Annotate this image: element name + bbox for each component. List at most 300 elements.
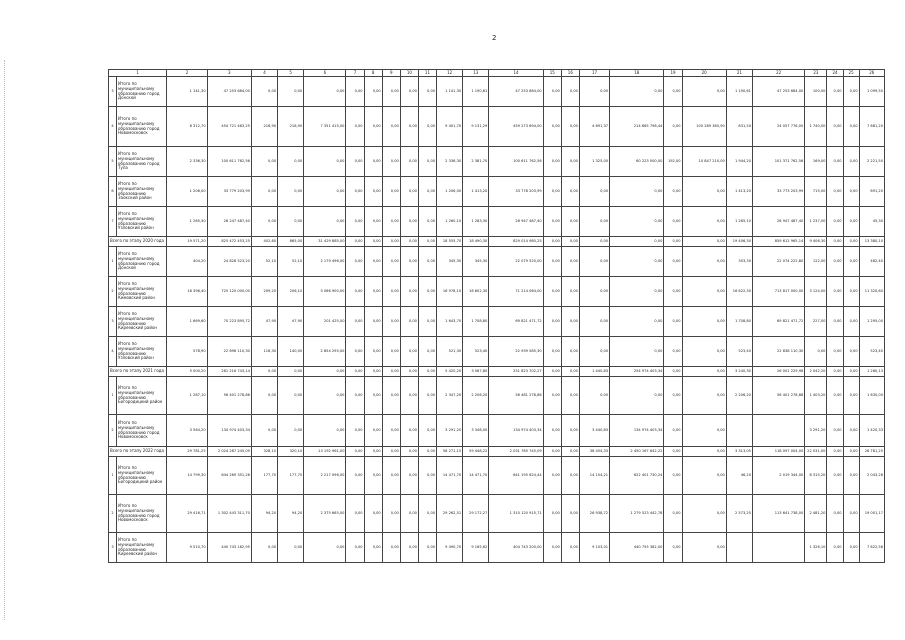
table-cell: 0,00 [418, 177, 436, 207]
table-cell: 0,00 [364, 207, 382, 237]
table-cell: 1 295,00 [859, 307, 884, 337]
table-cell: 0,00 [382, 367, 400, 377]
column-number: 1 [109, 70, 167, 77]
column-number: 2 [167, 70, 207, 77]
table-cell: 46,20 [726, 457, 752, 495]
table-cell: 0,00 [843, 495, 859, 533]
row-number: 4 [109, 107, 117, 147]
table-cell: 100 611 762,56 [489, 147, 543, 177]
table-cell: 29 416,71 [167, 495, 207, 533]
table-cell: 5 420,20 [437, 367, 463, 377]
table-cell: 0,00 [278, 415, 304, 447]
table-header-row [109, 70, 885, 77]
table-cell: 1 669,60 [167, 307, 207, 337]
table-cell: 177,70 [278, 457, 304, 495]
table-cell: 13 380,10 [859, 237, 884, 247]
column-number: 23 [805, 70, 827, 77]
table-cell: 0,00 [664, 277, 682, 307]
table-cell: 0,00 [543, 495, 561, 533]
table-cell: 33 778 203,99 [489, 177, 543, 207]
table-cell: 0,00 [561, 247, 579, 277]
row-number: 2 [109, 495, 117, 533]
table-cell: 28 947 487,40 [489, 207, 543, 237]
table-row [109, 337, 885, 367]
table-cell: 0,00 [346, 337, 364, 367]
table-cell: 0,00 [561, 177, 579, 207]
table-cell: 0,00 [251, 177, 277, 207]
table-row [109, 177, 885, 207]
table-cell: 7 351 415,00 [304, 107, 346, 147]
table-cell: 454 721 463,25 [207, 107, 251, 147]
table-cell: 0,00 [364, 77, 382, 107]
table-cell: 47 253 684,00 [207, 77, 251, 107]
table-cell: 0,00 [278, 207, 304, 237]
table-cell: 0,00 [579, 177, 609, 207]
table-cell: 3 564,20 [167, 415, 207, 447]
table-cell: 0,00 [610, 377, 664, 415]
table-cell: 71 214 064,00 [489, 277, 543, 307]
table-cell: 0,00 [843, 207, 859, 237]
municipality-name: Итого по муниципальному образованию Кимовский район [117, 277, 167, 307]
table-cell: 0,00 [346, 277, 364, 307]
table-cell: 353,30 [726, 247, 752, 277]
table-cell: 0,00 [382, 337, 400, 367]
table-cell: 2 217 096,00 [304, 457, 346, 495]
table-cell: 56 401 278,86 [752, 377, 804, 415]
table-cell: 865,00 [278, 237, 304, 247]
table-cell: 0,00 [827, 277, 843, 307]
column-number: 5 [278, 70, 304, 77]
table-row [109, 533, 885, 563]
table-cell: 0,00 [382, 307, 400, 337]
table-cell: 0,00 [543, 237, 561, 247]
table-cell: 0,00 [251, 377, 277, 415]
table-cell: 0,00 [579, 377, 609, 415]
table-cell: 0,00 [561, 337, 579, 367]
table-cell: 0,00 [664, 367, 682, 377]
table-cell: 0,00 [364, 447, 382, 457]
table-cell: 0,00 [543, 147, 561, 177]
table-cell: 0,00 [664, 107, 682, 147]
table-cell: 0,00 [843, 415, 859, 447]
table-cell: 47,90 [278, 307, 304, 337]
table-cell: 7 681,20 [859, 107, 884, 147]
table-cell: 715,00 [805, 177, 827, 207]
table-cell: 16 602,30 [463, 277, 489, 307]
table-cell: 11 320,60 [859, 277, 884, 307]
table-cell: 0,00 [418, 277, 436, 307]
column-number: 10 [400, 70, 418, 77]
column-number: 6 [304, 70, 346, 77]
table-cell: 29 781,25 [167, 447, 207, 457]
table-cell: 201 425,00 [304, 307, 346, 337]
table-cell: 0,00 [382, 415, 400, 447]
table-cell: 2 024 287 245,09 [207, 447, 251, 457]
table-cell: 0,00 [664, 377, 682, 415]
table-cell: 0,00 [278, 367, 304, 377]
table-cell: 45,30 [859, 207, 884, 237]
table-row [109, 147, 885, 177]
table-cell: 0,00 [400, 247, 418, 277]
table-cell: 1 287,10 [167, 377, 207, 415]
municipality-name: Итого по муниципальному образованию город Новомосковск [117, 107, 167, 147]
table-cell: 4 691,37 [579, 107, 609, 147]
table-cell: 3 587,80 [463, 367, 489, 377]
table-cell: 100,00 [805, 77, 827, 107]
row-number: 1 [109, 457, 117, 495]
table-cell: 523,40 [463, 337, 489, 367]
table-cell: 0,00 [610, 77, 664, 107]
table-cell: 0,00 [382, 495, 400, 533]
table-cell: 0,00 [664, 237, 682, 247]
table-cell: 1 279 523 442,78 [610, 495, 664, 533]
table-cell: 22 074 222,80 [752, 247, 804, 277]
table-cell: 9 510,70 [167, 533, 207, 563]
table-cell: 16 396,40 [167, 277, 207, 307]
table-cell: 2 347,20 [437, 377, 463, 415]
table-cell: 1 237,00 [805, 207, 827, 237]
table-cell: 0,00 [418, 457, 436, 495]
table-cell: 0,00 [304, 207, 346, 237]
table-cell: 209,20 [251, 277, 277, 307]
table-cell: 0,00 [400, 277, 418, 307]
table-cell: 19 406,30 [726, 237, 752, 247]
table-cell: 18 555,70 [437, 237, 463, 247]
municipality-name: Итого по муниципальному образованию город Новомосковск [117, 495, 167, 533]
column-number: 18 [610, 70, 664, 77]
table-cell: 0,00 [827, 307, 843, 337]
table-cell: 0,00 [682, 207, 726, 237]
column-number: 3 [207, 70, 251, 77]
table-cell: 0,00 [664, 533, 682, 563]
table-cell: 0,00 [382, 237, 400, 247]
table-cell: 33 773 203,99 [752, 177, 804, 207]
column-number: 26 [859, 70, 884, 77]
table-cell: 0,00 [682, 247, 726, 277]
table-cell: 0,00 [682, 337, 726, 367]
table-cell: 1 740,00 [805, 107, 827, 147]
table-cell: 0,00 [346, 247, 364, 277]
table-cell: 0,00 [843, 177, 859, 207]
table-cell: 0,00 [418, 307, 436, 337]
table-cell: 0,00 [418, 107, 436, 147]
table-cell: 134 974 403,34 [489, 415, 543, 447]
table-cell: 0,00 [400, 337, 418, 367]
table-cell: 578,90 [167, 337, 207, 367]
table-cell: 60 223 000,00 [610, 147, 664, 177]
table-cell: 0,00 [364, 337, 382, 367]
table-cell: 0,00 [543, 177, 561, 207]
table-cell: 0,00 [382, 447, 400, 457]
table-cell: 0,00 [682, 307, 726, 337]
table-cell: 0,00 [682, 415, 726, 447]
table-cell: 0,00 [346, 207, 364, 237]
table-cell: 227,00 [805, 307, 827, 337]
table-cell: 101 371 762,56 [752, 147, 804, 177]
table-cell: 0,00 [561, 147, 579, 177]
municipality-name: Итого по муниципальному образованию Киреевский район [117, 307, 167, 337]
table-cell: 18 490,30 [463, 237, 489, 247]
municipality-name: Итого по муниципальному образованию город Донской [117, 77, 167, 107]
table-cell: 0,00 [418, 207, 436, 237]
table-cell: 177,70 [251, 457, 277, 495]
table-cell: 0,00 [543, 457, 561, 495]
table-cell: 0,00 [610, 207, 664, 237]
table-cell: 52,10 [278, 247, 304, 277]
table-cell: 2 019 344,00 [752, 457, 804, 495]
table-cell: 118 097 004,00 [752, 447, 804, 457]
table-cell: 3 124,00 [805, 277, 827, 307]
table-cell: 0,00 [843, 457, 859, 495]
table-cell: 14 799,30 [167, 457, 207, 495]
table-cell: 9 131,29 [463, 107, 489, 147]
table-cell: 0,00 [400, 447, 418, 457]
table-cell: 31 429 885,00 [304, 237, 346, 247]
table-row [109, 307, 885, 337]
table-cell: 0,00 [561, 495, 579, 533]
table-cell: 0,00 [346, 457, 364, 495]
column-number: 4 [251, 70, 277, 77]
table-cell: 140,00 [278, 337, 304, 367]
table-row [109, 457, 885, 495]
table-cell: 5 066 900,00 [304, 277, 346, 307]
table-cell: 0,00 [827, 415, 843, 447]
table-cell: 829 014 980,25 [489, 237, 543, 247]
table-cell: 0,00 [304, 367, 346, 377]
table-cell: 0,00 [543, 247, 561, 277]
table-cell: 1 206,00 [437, 177, 463, 207]
table-cell: 94,20 [251, 495, 277, 533]
table-cell: 0,00 [346, 307, 364, 337]
table-cell: 0,00 [664, 77, 682, 107]
table-cell: 0,00 [682, 447, 726, 457]
stage-total-label: Всего по этапу 2020 года [109, 237, 167, 247]
table-cell: 2 381,70 [463, 147, 489, 177]
table-cell: 831,50 [726, 107, 752, 147]
table-cell: 214 665 798,44 [610, 107, 664, 147]
table-cell: 2 450 167 642,22 [610, 447, 664, 457]
table-cell: 0,00 [382, 247, 400, 277]
column-number: 8 [364, 70, 382, 77]
table-row [109, 77, 885, 107]
table-cell: 26 938,72 [579, 495, 609, 533]
table-cell: 9 406,30 [805, 237, 827, 247]
table-cell: 0,00 [843, 307, 859, 337]
table-cell: 0,00 [382, 457, 400, 495]
table-cell: 0,00 [304, 415, 346, 447]
table-cell: 0,00 [364, 277, 382, 307]
table-cell: 14 471,70 [463, 457, 489, 495]
table-cell: 0,00 [664, 495, 682, 533]
table-cell: 0,00 [827, 237, 843, 247]
table-cell: 70 223 895,72 [207, 307, 251, 337]
table-cell: 0,00 [843, 237, 859, 247]
table-cell: 0,00 [400, 367, 418, 377]
table-cell: 0,00 [543, 447, 561, 457]
table-cell: 1 265,10 [726, 207, 752, 237]
table-cell: 0,00 [827, 457, 843, 495]
table-cell: 2 336,30 [437, 147, 463, 177]
table-cell: 113 641 738,00 [752, 495, 804, 533]
table-cell: 29 172,27 [463, 495, 489, 533]
table-cell: 1 260,13 [859, 367, 884, 377]
table-cell: 0,00 [382, 277, 400, 307]
table-cell: 69 821 471,72 [489, 307, 543, 337]
table-cell: 22 939 585,30 [489, 337, 543, 367]
row-number: 1 [109, 377, 117, 415]
table-cell: 0,00 [382, 377, 400, 415]
table-cell: 0,00 [251, 147, 277, 177]
table-cell: 0,00 [364, 533, 382, 563]
table-cell: 2 854 295,00 [304, 337, 346, 367]
table-cell: 0,00 [827, 77, 843, 107]
table-cell: 94,20 [278, 495, 304, 533]
table-cell: 521,30 [437, 337, 463, 367]
table-cell: 0,00 [664, 337, 682, 367]
table-cell: 440 743 182,95 [207, 533, 251, 563]
scan-margin-line [4, 60, 7, 620]
table-cell: 0,00 [682, 77, 726, 107]
table-cell: 0,00 [364, 415, 382, 447]
table-cell: 0,00 [382, 207, 400, 237]
table-cell: 0,00 [561, 447, 579, 457]
table-cell: 0,00 [561, 237, 579, 247]
table-cell: 69 821 471,72 [752, 307, 804, 337]
table-cell: 0,00 [682, 495, 726, 533]
table-cell: 0,00 [400, 533, 418, 563]
table-cell: 644 269 351,26 [207, 457, 251, 495]
table-cell: 0,00 [610, 307, 664, 337]
table-cell: 859 612 965,14 [752, 237, 804, 247]
table-cell: 0,00 [561, 367, 579, 377]
table-cell: 0,00 [400, 177, 418, 207]
table-cell: 825 472 453,25 [207, 237, 251, 247]
table-cell: 0,00 [418, 237, 436, 247]
column-number: 22 [752, 70, 804, 77]
table-row [109, 247, 885, 277]
table-cell: 0,00 [827, 367, 843, 377]
table-cell: 0,00 [843, 337, 859, 367]
table-cell: 0,00 [827, 147, 843, 177]
table-cell: 1 265,30 [167, 207, 207, 237]
table-cell: 0,00 [827, 247, 843, 277]
column-number: 7 [346, 70, 364, 77]
table-cell: 26 001 229,98 [752, 367, 804, 377]
data-table [108, 69, 885, 563]
table-cell [726, 415, 752, 447]
table-cell: 641 195 624,44 [489, 457, 543, 495]
table-cell: 0,00 [304, 377, 346, 415]
table-cell: 0,00 [346, 147, 364, 177]
table-cell: 0,00 [304, 147, 346, 177]
table-cell: 691,20 [859, 177, 884, 207]
table-cell: 0,00 [843, 77, 859, 107]
table-cell: 0,00 [400, 415, 418, 447]
stage-total-row [109, 237, 885, 247]
table-cell: 9 165,62 [463, 533, 489, 563]
table-cell: 0,00 [364, 247, 382, 277]
table-cell: 0,00 [346, 367, 364, 377]
table-cell: 0,00 [561, 277, 579, 307]
table-cell: 47 253 684,00 [752, 77, 804, 107]
table-cell: 0,00 [827, 207, 843, 237]
table-cell: 0,00 [827, 533, 843, 563]
table-cell: 2 206,20 [726, 377, 752, 415]
table-cell: 2 221,50 [859, 147, 884, 177]
table-cell: 0,00 [610, 337, 664, 367]
table-cell: 0,00 [843, 247, 859, 277]
table-cell: 2 179 496,00 [304, 247, 346, 277]
table-cell: 56 481 278,86 [489, 377, 543, 415]
table-cell: 725 120 000,00 [207, 277, 251, 307]
table-row [109, 107, 885, 147]
table-cell: 7 622,56 [859, 533, 884, 563]
table-cell: 0,00 [400, 457, 418, 495]
table-cell: 0,00 [382, 77, 400, 107]
table-cell: 328,10 [251, 447, 277, 457]
table-cell: 206,10 [278, 277, 304, 307]
table-cell: 0,00 [346, 447, 364, 457]
table-cell: 0,00 [364, 307, 382, 337]
table-cell: 2 043,26 [859, 457, 884, 495]
table-cell: 0,00 [543, 277, 561, 307]
table-cell: 0,00 [843, 277, 859, 307]
table-cell: 0,00 [400, 237, 418, 247]
table-row [109, 277, 885, 307]
table-cell: 0,00 [843, 367, 859, 377]
table-cell: 0,00 [561, 533, 579, 563]
table-cell [752, 415, 804, 447]
table-cell: 0,00 [418, 367, 436, 377]
table-cell: 0,00 [346, 177, 364, 207]
table-cell: 1 206,00 [167, 177, 207, 207]
table-cell: 14 154,21 [579, 457, 609, 495]
table-cell: 0,00 [682, 367, 726, 377]
table-cell: 0,00 [561, 107, 579, 147]
table-cell: 0,00 [827, 377, 843, 415]
stage-total-row [109, 447, 885, 457]
municipality-name: Итого по муниципальному образованию Заокский район [117, 177, 167, 207]
table-cell: 0,00 [561, 415, 579, 447]
table-cell: 1 420,33 [859, 415, 884, 447]
table-cell: 9 103,01 [579, 533, 609, 563]
table-cell: 16 622,30 [726, 277, 752, 307]
table-cell: 59 448,22 [463, 447, 489, 457]
table-cell: 9 490,70 [437, 533, 463, 563]
table-cell: 13 192 961,00 [304, 447, 346, 457]
table-cell: 0,00 [364, 495, 382, 533]
table-cell: 345,30 [463, 247, 489, 277]
table-cell: 523,40 [859, 337, 884, 367]
table-cell: 1 643,70 [437, 307, 463, 337]
table-cell: 22 079 520,00 [489, 247, 543, 277]
table-cell: 58 271,15 [437, 447, 463, 457]
table-cell: 1 141,30 [437, 77, 463, 107]
table-cell: 0,00 [304, 77, 346, 107]
municipality-name: Итого по муниципальному образованию Узловский район [117, 337, 167, 367]
table-cell: 0,00 [382, 107, 400, 147]
table-cell: 0,00 [346, 533, 364, 563]
table-cell: 0,00 [400, 77, 418, 107]
table-cell: 0,00 [418, 77, 436, 107]
municipality-name: Итого по муниципальному образованию город Донской [117, 247, 167, 277]
table-cell: 0,00 [827, 447, 843, 457]
table-cell: 1 440,83 [579, 367, 609, 377]
table-cell: 26 247 487,40 [207, 207, 251, 237]
table-cell: 1 260,10 [437, 207, 463, 237]
table-cell: 0,00 [543, 107, 561, 147]
table-cell [752, 533, 804, 563]
